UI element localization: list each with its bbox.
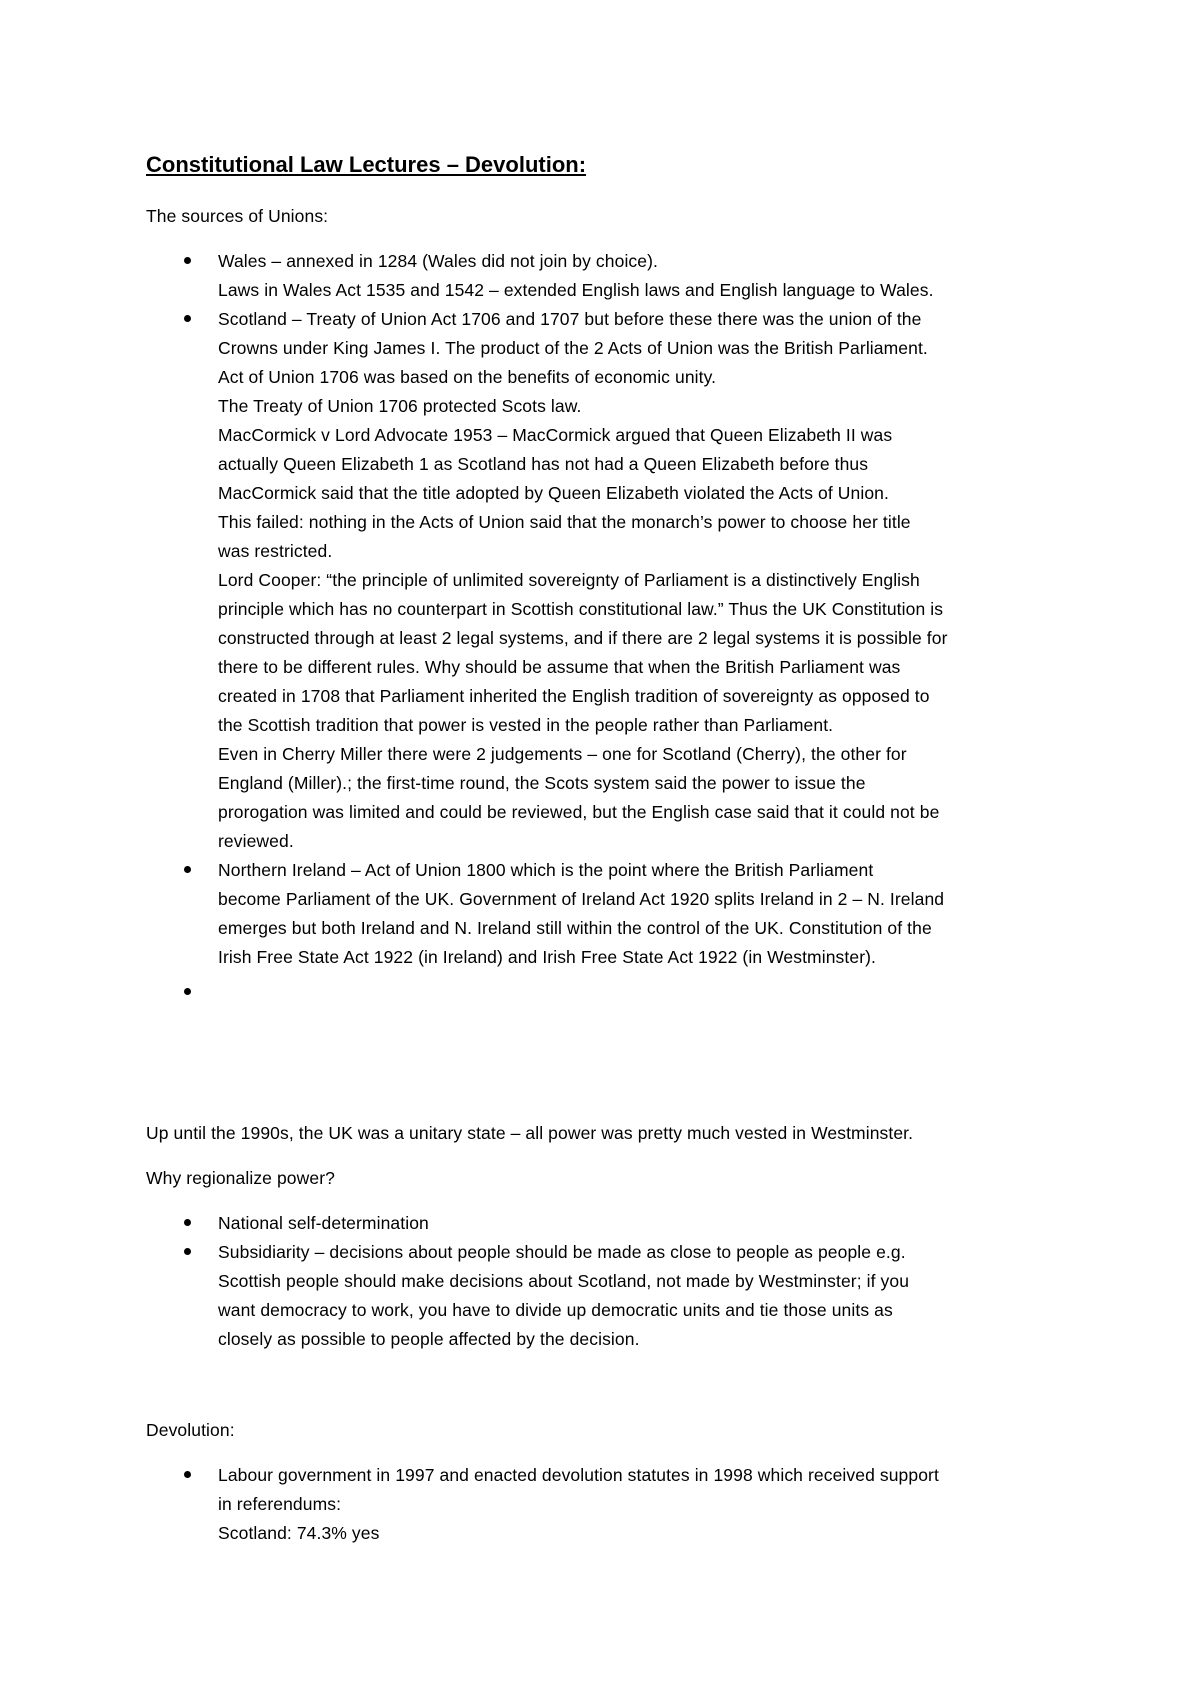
scotland-line: MacCormick said that the title adopted by Queen Elizabeth violated the Acts of Union. <box>218 483 889 503</box>
scotland-line: created in 1708 that Parliament inherited the English tradition of sovereignty as opposed to <box>218 686 930 706</box>
bullet-icon <box>184 988 191 995</box>
subsidiarity-line: Subsidiarity – decisions about people should be made as close to people as people e.g. <box>218 1242 906 1262</box>
scotland-line: constructed through at least 2 legal systems, and if there are 2 legal systems it is possible for <box>218 628 948 648</box>
labour-line: in referendums: <box>218 1494 342 1514</box>
scotland-line: there to be different rules. Why should be assume that when the British Parliament was <box>218 657 901 677</box>
ni-line: become Parliament of the UK. Government of Ireland Act 1920 splits Ireland in 2 – N. Ireland <box>218 889 945 909</box>
scotland-line: principle which has no counterpart in Scottish constitutional law.” Thus the UK Constitution is <box>218 599 944 619</box>
sources-heading: The sources of Unions: <box>146 206 329 226</box>
bullet-icon <box>184 1248 191 1255</box>
scotland-line: the Scottish tradition that power is vested in the people rather than Parliament. <box>218 715 834 735</box>
scotland-line: reviewed. <box>218 831 294 851</box>
ni-line: emerges but both Ireland and N. Ireland still within the control of the UK. Constitution of the <box>218 918 932 938</box>
labour-line: Scotland: 74.3% yes <box>218 1523 380 1543</box>
scotland-line: actually Queen Elizabeth 1 as Scotland has not had a Queen Elizabeth before thus <box>218 454 869 474</box>
bullet-icon <box>184 1219 191 1226</box>
scotland-line: Lord Cooper: “the principle of unlimited sovereignty of Parliament is a distinctively English <box>218 570 920 590</box>
wales-line: Laws in Wales Act 1535 and 1542 – extended English laws and English language to Wales. <box>218 280 934 300</box>
scotland-line: The Treaty of Union 1706 protected Scots law. <box>218 396 582 416</box>
self-determination-item: National self-determination <box>218 1213 429 1233</box>
subsidiarity-line: closely as possible to people affected by the decision. <box>218 1329 640 1349</box>
scotland-line: prorogation was limited and could be reviewed, but the English case said that it could not be <box>218 802 940 822</box>
why-heading: Why regionalize power? <box>146 1168 335 1188</box>
scotland-line: Act of Union 1706 was based on the benefits of economic unity. <box>218 367 717 387</box>
scotland-line: England (Miller).; the first-time round, the Scots system said the power to issue the <box>218 773 866 793</box>
subsidiarity-line: Scottish people should make decisions about Scotland, not made by Westminster; if you <box>218 1271 910 1291</box>
bullet-icon <box>184 1471 191 1478</box>
devolution-heading: Devolution: <box>146 1420 235 1440</box>
subsidiarity-line: want democracy to work, you have to divide up democratic units and tie those units as <box>218 1300 893 1320</box>
bullet-icon <box>184 257 191 264</box>
page-title: Constitutional Law Lectures – Devolution: <box>146 152 587 177</box>
wales-line: Wales – annexed in 1284 (Wales did not join by choice). <box>218 251 659 271</box>
ni-line: Irish Free State Act 1922 (in Ireland) and Irish Free State Act 1922 (in Westminster). <box>218 947 877 967</box>
scotland-line: This failed: nothing in the Acts of Union said that the monarch’s power to choose her title <box>218 512 911 532</box>
unitary-paragraph: Up until the 1990s, the UK was a unitary state – all power was pretty much vested in Westminster. <box>146 1123 914 1143</box>
labour-line: Labour government in 1997 and enacted devolution statutes in 1998 which received support <box>218 1465 939 1485</box>
scotland-line: was restricted. <box>218 541 333 561</box>
bullet-icon <box>184 866 191 873</box>
scotland-line: Even in Cherry Miller there were 2 judgements – one for Scotland (Cherry), the other for <box>218 744 907 764</box>
scotland-line: MacCormick v Lord Advocate 1953 – MacCormick argued that Queen Elizabeth II was <box>218 425 893 445</box>
ni-line: Northern Ireland – Act of Union 1800 which is the point where the British Parliament <box>218 860 874 880</box>
scotland-line: Scotland – Treaty of Union Act 1706 and 1707 but before these there was the union of the <box>218 309 922 329</box>
bullet-icon <box>184 315 191 322</box>
scotland-line: Crowns under King James I. The product of the 2 Acts of Union was the British Parliament. <box>218 338 928 358</box>
